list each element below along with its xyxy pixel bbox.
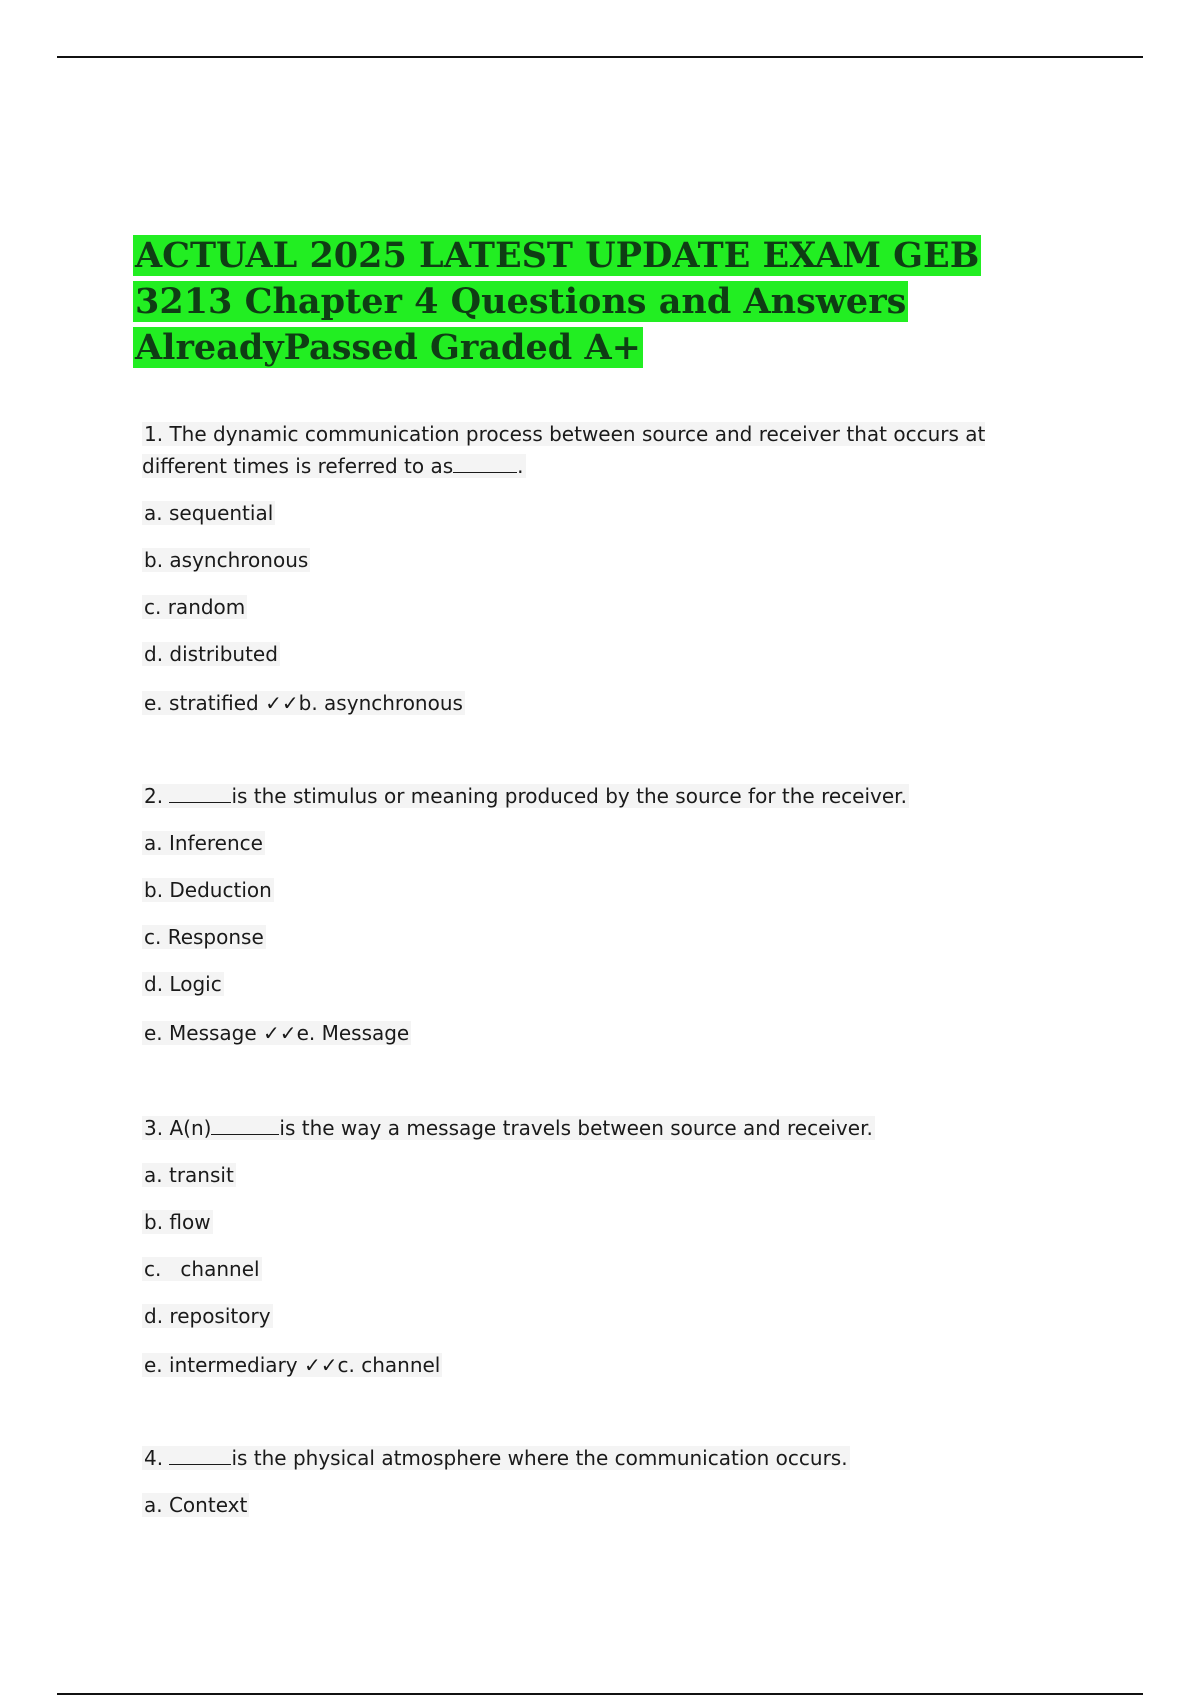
stem-text: is the stimulus or meaning produced by the source for the receiver. bbox=[231, 784, 907, 808]
title-highlight: ACTUAL 2025 LATEST UPDATE EXAM GEB 3213 Chapter 4 Questions and Answers AlreadyPassed Graded A+ bbox=[135, 235, 980, 368]
option-a: a. sequential bbox=[144, 501, 274, 525]
stem-text: is the physical atmosphere where the communication occurs. bbox=[231, 1446, 848, 1470]
question-stem bbox=[142, 780, 1022, 812]
answer-blank bbox=[169, 1446, 231, 1465]
option-b: b. flow bbox=[144, 1210, 211, 1234]
question-number: 4. bbox=[144, 1446, 164, 1470]
option-a: a. Inference bbox=[144, 831, 263, 855]
answer-blank bbox=[169, 784, 231, 803]
option-e-with-answer bbox=[142, 1017, 1042, 1049]
question-2 bbox=[142, 780, 1042, 1049]
correct-answer: c. channel bbox=[337, 1353, 441, 1377]
correct-answer: b. asynchronous bbox=[298, 691, 463, 715]
option-e: e. intermediary bbox=[144, 1353, 298, 1377]
option-e: e. stratified bbox=[144, 691, 259, 715]
option-c: c. Response bbox=[144, 925, 264, 949]
option-b: b. asynchronous bbox=[144, 548, 309, 572]
option-b: b. Deduction bbox=[144, 878, 272, 902]
checkmark-icon: ✓✓ bbox=[263, 1021, 297, 1045]
option-a: a. transit bbox=[144, 1163, 234, 1187]
answer-blank bbox=[211, 1116, 279, 1135]
header-rule bbox=[57, 56, 1143, 58]
question-stem bbox=[142, 1112, 1022, 1144]
option-d: d. Logic bbox=[144, 972, 222, 996]
question-stem bbox=[142, 418, 1022, 482]
option-d: d. distributed bbox=[144, 642, 278, 666]
option-c: c. random bbox=[144, 595, 246, 619]
option-e-with-answer bbox=[142, 687, 1042, 719]
question-1 bbox=[142, 418, 1042, 719]
checkmark-icon: ✓✓ bbox=[265, 691, 299, 715]
question-number: 2. bbox=[144, 784, 164, 808]
checkmark-icon: ✓✓ bbox=[303, 1353, 338, 1377]
document-title bbox=[133, 233, 1033, 371]
question-3 bbox=[142, 1112, 1042, 1381]
option-c: c. channel bbox=[144, 1257, 260, 1281]
stem-text: The dynamic communication process between source and receiver that occurs at different times is referred to as bbox=[142, 422, 986, 478]
question-4 bbox=[142, 1442, 1042, 1521]
question-number: 1. bbox=[144, 422, 164, 446]
option-d: d. repository bbox=[144, 1304, 271, 1328]
footer-rule bbox=[57, 1693, 1143, 1695]
question-stem bbox=[142, 1442, 1022, 1474]
correct-answer: e. Message bbox=[296, 1021, 410, 1045]
option-e-with-answer bbox=[142, 1349, 1042, 1381]
answer-blank bbox=[453, 454, 517, 473]
question-number: 3. bbox=[144, 1116, 164, 1140]
stem-text-end: . bbox=[517, 454, 524, 478]
option-e: e. Message bbox=[144, 1021, 257, 1045]
stem-text: A(n) bbox=[169, 1116, 212, 1140]
stem-text-end: is the way a message travels between source and receiver. bbox=[279, 1116, 873, 1140]
option-a: a. Context bbox=[144, 1493, 248, 1517]
